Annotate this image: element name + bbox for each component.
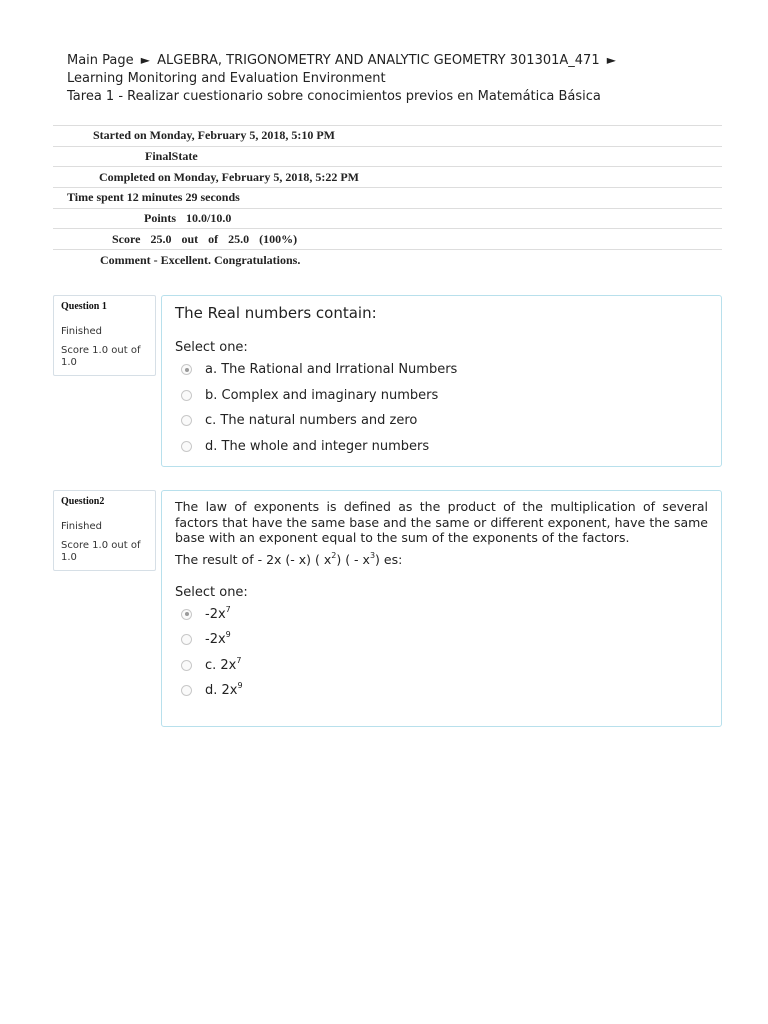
answer-option-a[interactable] (175, 357, 708, 383)
radio-button[interactable] (181, 685, 192, 696)
answer-options (175, 357, 708, 459)
question-1-info (53, 295, 156, 376)
answer-option-d[interactable] (175, 678, 708, 704)
question-2-content (161, 490, 722, 727)
answer-option-d[interactable] (175, 434, 708, 460)
answer-option-c[interactable] (175, 653, 708, 679)
select-one-prompt: Select one: (175, 584, 248, 600)
summary-score-of: of (208, 231, 219, 246)
breadcrumb-activity-link[interactable]: Tarea 1 - Realizar cuestionario sobre conocimientos previos en Matemática Básica (67, 89, 601, 104)
answer-label: c. The natural numbers and zero (205, 413, 418, 429)
summary-score-pct: (100%) (259, 231, 298, 246)
radio-button[interactable] (181, 415, 192, 426)
radio-button[interactable] (181, 660, 192, 671)
summary-time-value: 12 minutes 29 seconds (126, 190, 240, 205)
summary-row-state (53, 147, 722, 168)
radio-button-checked[interactable] (181, 609, 192, 620)
summary-row-points (53, 209, 722, 230)
question-formula (175, 552, 708, 567)
answer-option-b[interactable] (175, 383, 708, 409)
summary-score-label: Score (112, 231, 141, 246)
breadcrumb (67, 51, 727, 106)
answer-option-b[interactable] (175, 627, 708, 653)
summary-points-label: Points (144, 211, 177, 226)
formula-middle: ) ( - x (336, 551, 370, 567)
summary-score-value: 25.0 (150, 231, 172, 246)
breadcrumb-separator-icon: ► (140, 53, 151, 67)
question-text: The Real numbers contain: (175, 304, 377, 322)
question-number: Question 1 (61, 301, 107, 312)
answer-option-a[interactable] (175, 602, 708, 628)
question-text: The law of exponents is defined as the product of the multiplication of several factors that have the same base and the same or different exponent, have the same base with an exponent equal to the sum of the exponents of the factors. (175, 499, 708, 545)
answer-options (175, 602, 708, 704)
formula-exponent: 3 (369, 550, 376, 560)
answer-label: $-2x^7$ (205, 604, 231, 622)
radio-button[interactable] (181, 390, 192, 401)
breadcrumb-section-link[interactable]: Learning Monitoring and Evaluation Environment (67, 71, 386, 86)
question-grade: Score 1.0 out of 1.0 (61, 540, 141, 563)
formula-prefix: The result of - 2x (- x) ( x (175, 551, 332, 567)
summary-row-score (53, 229, 722, 250)
summary-started-value: Monday, February 5, 2018, 5:10 PM (149, 128, 335, 143)
summary-row-comment (53, 250, 722, 271)
summary-completed-label: Completed on (99, 169, 171, 184)
question-grade: Score 1.0 out of 1.0 (61, 345, 141, 368)
summary-row-completed (53, 167, 722, 188)
summary-row-time (53, 188, 722, 209)
select-one-prompt: Select one: (175, 340, 248, 355)
summary-row-started (53, 126, 722, 147)
radio-button-checked[interactable] (181, 364, 192, 375)
answer-label: b. Complex and imaginary numbers (205, 387, 439, 403)
summary-time-label: Time spent (67, 190, 124, 205)
summary-comment-label: Comment - (100, 252, 158, 267)
question-1-content (161, 295, 722, 467)
question-state: Finished (61, 326, 102, 337)
answer-label: c. $2x^7$ (205, 655, 242, 673)
formula-exponent: 2 (331, 550, 337, 560)
question-state: Finished (61, 521, 102, 532)
answer-label: d. The whole and integer numbers (205, 438, 430, 454)
summary-state-value: State (171, 149, 198, 164)
answer-option-c[interactable] (175, 408, 708, 434)
summary-state-label: Final (145, 149, 172, 164)
attempt-summary-table (53, 125, 722, 271)
summary-score-out: out (181, 231, 199, 246)
summary-completed-value: Monday, February 5, 2018, 5:22 PM (173, 169, 359, 184)
answer-label: a. The Rational and Irrational Numbers (205, 362, 458, 378)
radio-button[interactable] (181, 441, 192, 452)
summary-points-value: 10.0/10.0 (186, 211, 232, 226)
breadcrumb-line-1 (67, 51, 727, 70)
formula-suffix: ) es: (375, 551, 403, 567)
summary-score-max: 25.0 (228, 231, 250, 246)
summary-comment-value: Excellent. Congratulations. (160, 252, 301, 267)
breadcrumb-course-link[interactable]: ALGEBRA, TRIGONOMETRY AND ANALYTIC GEOMETRY 301301A_471 (157, 53, 600, 68)
radio-button[interactable] (181, 634, 192, 645)
question-number: Question2 (61, 496, 105, 507)
breadcrumb-home-link[interactable]: Main Page (67, 53, 134, 68)
breadcrumb-separator-icon: ► (606, 53, 616, 67)
answer-label: d. $2x^9$ (205, 681, 243, 699)
question-2-info (53, 490, 156, 571)
summary-started-label: Started on (93, 128, 147, 143)
answer-label: $-2x^9$ (205, 630, 231, 648)
